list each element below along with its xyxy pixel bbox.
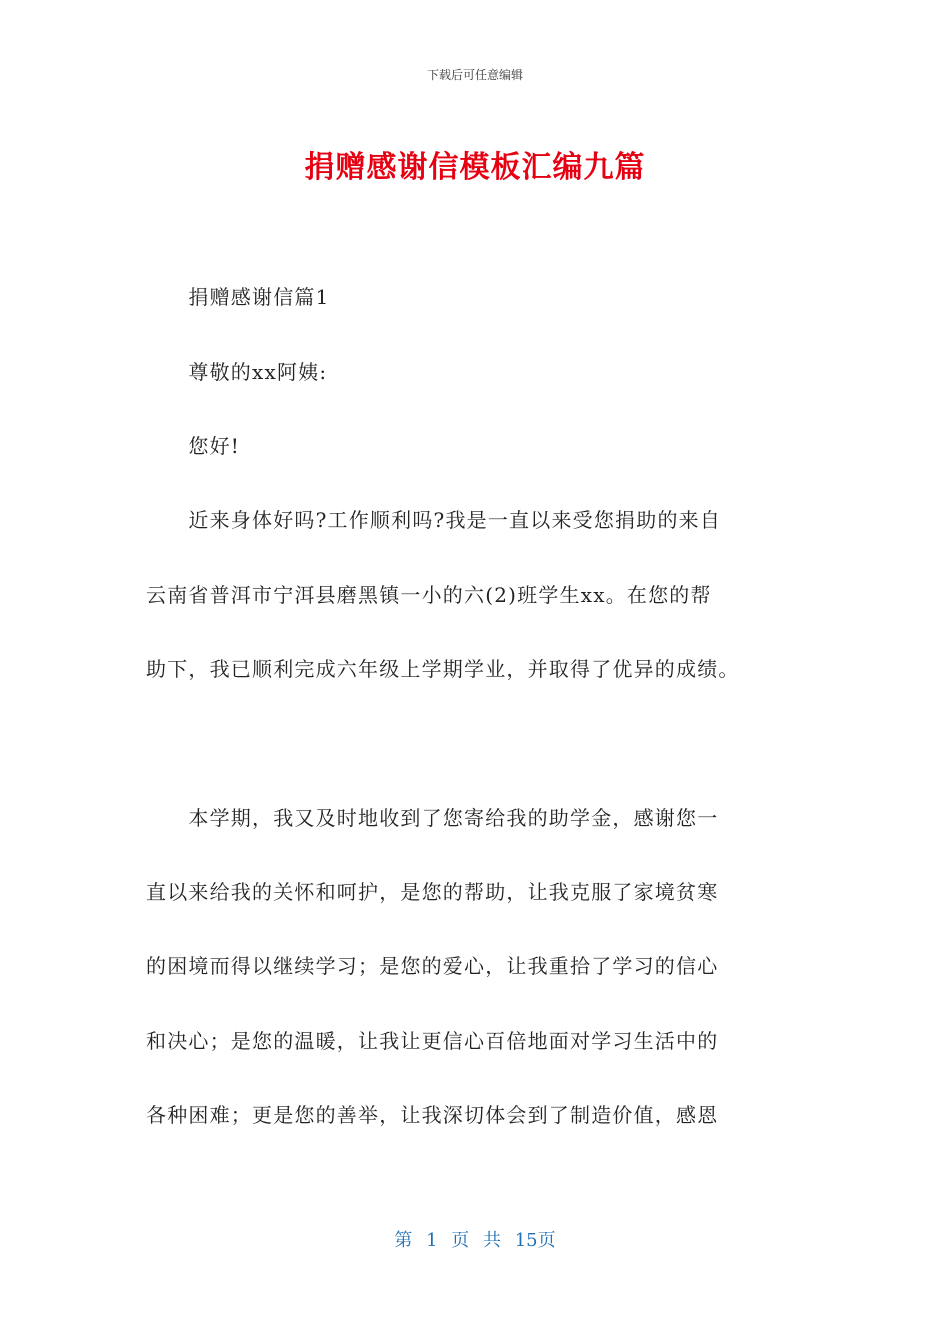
document-title: 捐赠感谢信模板汇编九篇 [304,150,646,185]
paragraph-line: 直以来给我的关怀和呵护，是您的帮助，让我克服了家境贫寒 [146,880,719,904]
paragraph-line: 和决心；是您的温暖，让我让更信心百倍地面对学习生活中的 [146,1029,719,1053]
paragraph-line: 云南省普洱市宁洱县磨黑镇一小的六(2)班学生xx。在您的帮 [146,583,712,607]
paragraph-line: 助下，我已顺利完成六年级上学期学业，并取得了优异的成绩。 [146,657,740,681]
paragraph-line: 本学期，我又及时地收到了您寄给我的助学金，感谢您一 [146,806,719,830]
paragraph-line: 近来身体好吗?工作顺利吗?我是一直以来受您捐助的来自 [146,508,722,532]
paragraph-line: 各种困难；更是您的善举，让我深切体会到了制造价值，感恩 [146,1103,719,1127]
section-heading: 捐赠感谢信篇1 [146,285,330,309]
greeting: 您好! [146,434,241,458]
paragraph-line: 的困境而得以继续学习；是您的爱心，让我重拾了学习的信心 [146,954,719,978]
header-note: 下载后可任意编辑 [426,68,523,82]
page-number: 第 1 页 共 15页 [394,1230,556,1251]
salutation: 尊敬的xx阿姨: [146,360,328,384]
